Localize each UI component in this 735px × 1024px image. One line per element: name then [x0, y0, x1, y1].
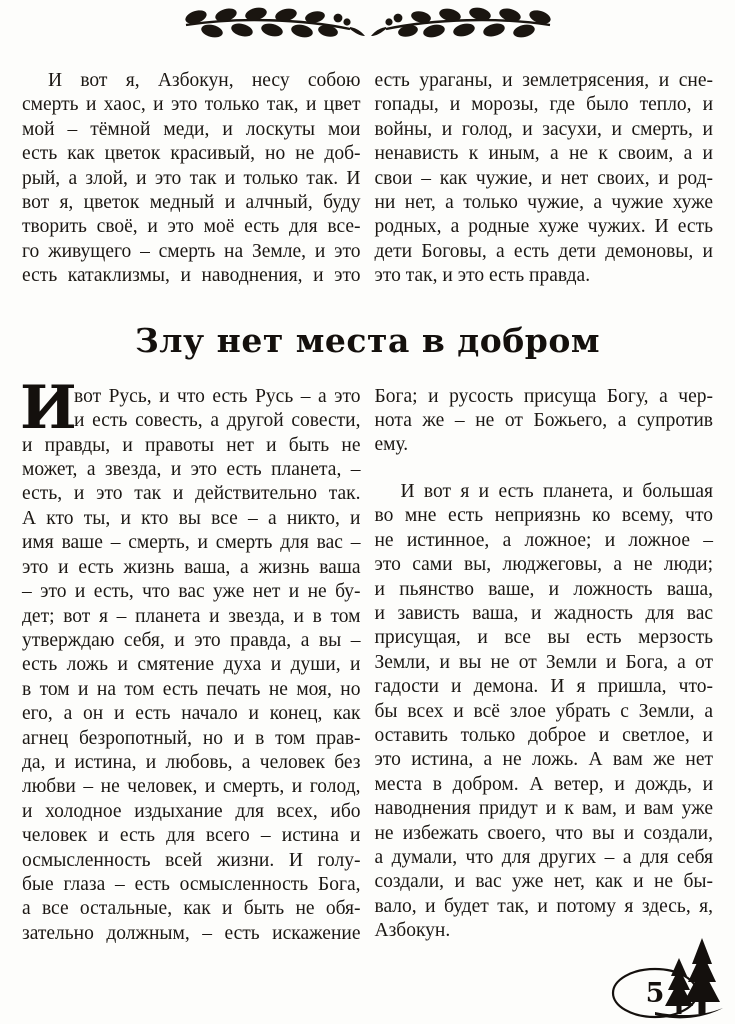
text-line: это и есть жизнь ваша, а жизнь ваша: [22, 556, 361, 578]
text-line: его, а он и есть начало и конец, как: [22, 703, 361, 725]
dropcap-row: [20, 372, 361, 443]
text-line: имя ваше – смерть, и смерть для вас –: [22, 532, 361, 554]
text-line: И вот я и есть планета, и большая: [400, 480, 713, 502]
section2-right-paragraph-2: [375, 480, 714, 944]
section1-column-left: [22, 69, 361, 289]
drop-cap-letter: И: [20, 372, 77, 443]
section2-right-paragraph-1: [375, 385, 714, 458]
text-line: есть ураганы, и землетрясения, и сне-: [374, 70, 713, 91]
text-line: и пьянство ваше, и ложность ваша,: [374, 578, 713, 600]
text-line: создали, и вас уже нет, как и не бы-: [374, 871, 713, 893]
text-line: ненависть к иным, а не к своим, а и: [374, 143, 713, 165]
text-line: войны, и голод, и засухи, и смерть, и: [374, 118, 713, 140]
text-line: наводнения придут и к вам, и вам уже: [374, 798, 713, 820]
text-line: любви – не человек, и смерть, и голод,: [22, 776, 361, 798]
text-line: го живущего – смерть на Земле, и это: [22, 240, 361, 262]
text-line: в том и на том есть печать не моя, но: [22, 678, 361, 700]
section1-column-right: [375, 69, 714, 289]
text-line: Бога; и русость присуща Богу, а чер-: [374, 385, 713, 407]
text-line: утверждаю себя, и это правда, а вы –: [22, 629, 361, 651]
text-line: свои – как чужие, и нет своих, и род-: [374, 167, 713, 189]
text-line: присущая, и все вы есть мерзость: [374, 627, 713, 649]
text-line: оставить только доброе и светлое, и: [374, 724, 713, 746]
text-line: не избежать своего, что вы и создали,: [374, 822, 713, 844]
text-line: родных, а родные хуже чужих. И есть: [374, 216, 713, 238]
text-line: есть, и это так и действительно так.: [22, 483, 361, 505]
text-line: есть как цветок красивый, но не доб-: [22, 143, 361, 165]
text-line: осмысленность всей жизни. И голу-: [22, 849, 361, 871]
text-line: это истина, а не ложь. А вам же нет: [374, 749, 713, 771]
text-line: Земли, и вы не от Земли и Бога, а от: [374, 651, 713, 673]
text-line: мой – тёмной меди, и лоскуты мои: [22, 118, 361, 140]
text-line: агнец безропотный, но и в том прав-: [22, 727, 361, 749]
oval-fir-trees-emblem-icon: [607, 936, 729, 1022]
paragraph-gap: [375, 458, 714, 480]
text-line: Азбокун.: [374, 920, 451, 942]
section-heading: Злу нет места в добром: [134, 320, 601, 360]
text-line: ему.: [374, 434, 409, 456]
text-line: дет; вот я – планета и звезда, и в том: [22, 605, 361, 627]
text-line: И вот я, Азбокун, несу собою: [48, 70, 361, 91]
text-line: – это и есть, что вас уже нет и не бу-: [22, 581, 361, 603]
text-line: не истинное, а ложное; и ложное –: [374, 529, 713, 551]
page-number: 5: [645, 978, 665, 1009]
text-line: творить своё, и это моё есть для все-: [22, 216, 361, 238]
section2-column-right: [375, 385, 714, 947]
text-line: нота же – не от Божьего, а супротив: [374, 410, 713, 432]
text-line: смерть и хаос, и это только так, и цвет: [22, 94, 361, 116]
text-line: гадости и демона. И я пришла, что-: [374, 676, 713, 698]
text-line: есть катаклизмы, и наводнения, и это: [22, 265, 361, 287]
text-line: и есть совесть, а другой совести,: [74, 410, 361, 432]
header-ornament: [0, 0, 735, 43]
text-line: бы всех и всё злое убрать с Земли, а: [374, 700, 713, 722]
text-line: места в добром. А ветер, и дождь, и: [374, 773, 713, 795]
text-line: рый, а злой, и это так и только так. И: [22, 167, 361, 189]
text-line: да, и истина, и любовь, а человек без: [22, 751, 361, 773]
text-line: и правды, и правоты нет и быть не: [22, 434, 361, 456]
text-line: вало, и будет так, и потому я здесь, я,: [374, 895, 713, 917]
section1-columns: [0, 69, 735, 289]
section2-columns: [0, 372, 735, 947]
text-line: человек и есть для всего – истина и: [22, 825, 361, 847]
text-line: вот я, цветок медный и алчный, буду: [22, 192, 361, 214]
text-line: есть ложь и смятение духа и души, и: [22, 654, 361, 676]
text-line: может, а звезда, и это есть планета, –: [22, 459, 361, 481]
text-line: это так, и это есть правда.: [374, 265, 591, 287]
section2-left-text: [22, 434, 361, 947]
text-line: а все остальные, как и быть не обя-: [22, 898, 361, 920]
text-line: зательно должным, – есть искажение: [22, 922, 361, 944]
text-line: дети Боговы, а есть дети демоновы, и: [374, 240, 713, 262]
text-line: бые глаза – есть осмысленность Бога,: [22, 873, 361, 895]
text-line: и зависть ваша, и жадность для вас: [374, 602, 713, 624]
text-line: во мне есть неприязнь ко всему, что: [374, 505, 713, 527]
text-line: и холодное издыхание для всех, ибо: [22, 800, 361, 822]
section2-column-left: [20, 372, 361, 947]
text-line: это сами вы, люджеговы, а не люди;: [374, 554, 713, 576]
text-line: ни нет, а только чужие, а чужие хуже: [374, 192, 713, 214]
oak-branch-ornament-icon: [182, 5, 554, 43]
text-line: а думали, что для других – а для себя: [374, 846, 713, 868]
footer-emblem: [607, 936, 729, 1022]
text-line: А кто ты, и кто вы все – а никто, и: [22, 507, 361, 529]
text-line: вот Русь, и что есть Русь – а это: [74, 385, 361, 407]
text-line: гопады, и морозы, где было тепло, и: [374, 94, 713, 116]
